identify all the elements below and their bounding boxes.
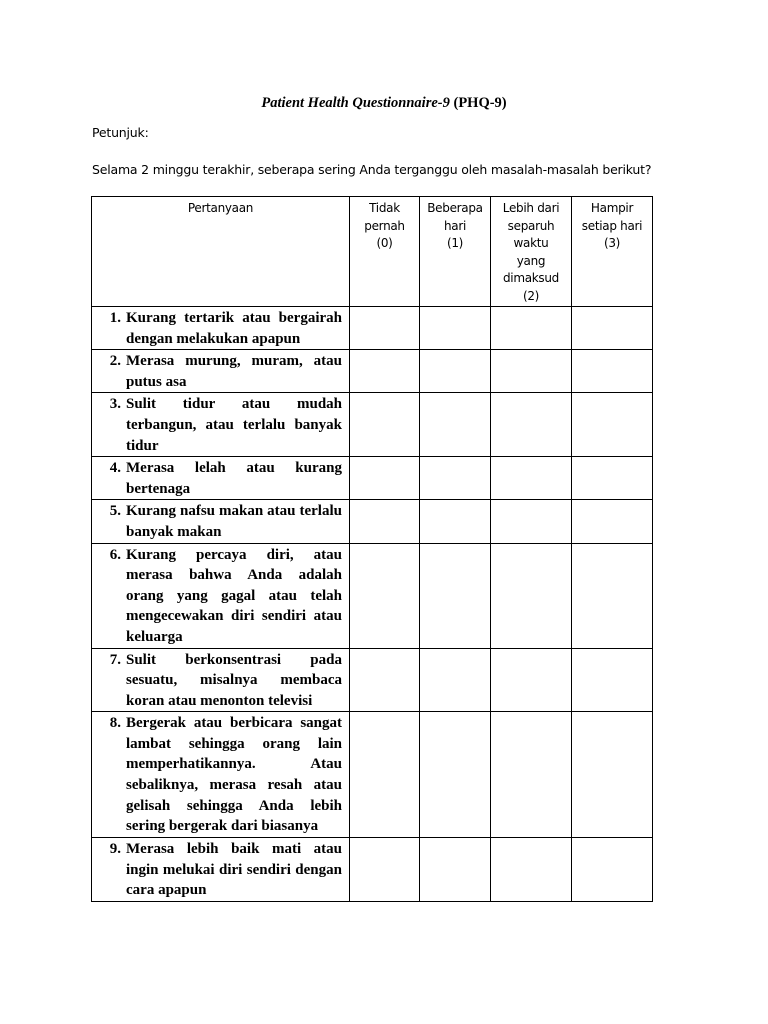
question-number: 5. [109, 503, 121, 520]
answer-cell-3[interactable] [572, 648, 653, 712]
question-row [92, 648, 653, 712]
question-text: Kurang nafsu makan atau terlalu banyak makan [126, 503, 342, 540]
question-row [92, 543, 653, 648]
question-text: Kurang tertarik atau bergairah dengan melakukan apapun [126, 310, 342, 347]
header-option-3 [572, 197, 653, 307]
question-number: 8. [109, 715, 121, 732]
question-row [92, 307, 653, 350]
header-option-line: pernah [364, 218, 405, 233]
question-number: 1. [109, 310, 121, 326]
answer-cell-0[interactable] [350, 350, 420, 393]
answer-cell-3[interactable] [572, 457, 653, 500]
header-row [92, 197, 653, 307]
header-option-line: setiap hari [581, 218, 643, 233]
answer-cell-1[interactable] [420, 500, 491, 543]
question-text: Merasa lelah atau kurang bertenaga [126, 460, 342, 497]
header-option-1 [420, 197, 491, 307]
answer-cell-3[interactable] [572, 500, 653, 543]
question-text: Sulit tidur atau mudah terbangun, atau terlalu banyak tidur [126, 396, 342, 454]
answer-cell-3[interactable] [572, 393, 653, 457]
header-option-2 [491, 197, 572, 307]
answer-cell-0[interactable] [350, 500, 420, 543]
answer-cell-1[interactable] [420, 838, 491, 902]
instructions-label: Petunjuk: [92, 125, 149, 140]
header-option-line: Beberapa [427, 201, 483, 215]
document-title [0, 95, 768, 112]
answer-cell-0[interactable] [350, 393, 420, 457]
header-option-line: (0) [376, 236, 393, 250]
question-text: Merasa lebih baik mati atau ingin melukai diri sendiri dengan cara apapun [126, 841, 342, 899]
answer-cell-1[interactable] [420, 543, 491, 648]
answer-cell-3[interactable] [572, 712, 653, 838]
header-option-line: hari [443, 218, 467, 233]
answer-cell-1[interactable] [420, 712, 491, 838]
answer-cell-0[interactable] [350, 307, 420, 350]
question-number: 4. [109, 460, 121, 477]
answer-cell-3[interactable] [572, 307, 653, 350]
answer-cell-1[interactable] [420, 648, 491, 712]
answer-cell-1[interactable] [420, 350, 491, 393]
title-italic: Patient Health Questionnaire-9 [261, 95, 450, 111]
phq9-table [91, 196, 653, 902]
question-cell [92, 712, 350, 838]
question-text: Sulit berkonsentrasi pada sesuatu, misalnya membaca koran atau menonton televisi [126, 651, 342, 709]
answer-cell-3[interactable] [572, 543, 653, 648]
question-cell [92, 457, 350, 500]
answer-cell-2[interactable] [491, 457, 572, 500]
answer-cell-2[interactable] [491, 393, 572, 457]
header-option-line: (3) [603, 236, 621, 250]
question-number: 7. [109, 651, 121, 668]
question-number: 2. [109, 353, 121, 370]
answer-cell-1[interactable] [420, 457, 491, 500]
header-pertanyaan: Pertanyaan [92, 197, 350, 307]
question-row [92, 457, 653, 500]
question-cell [92, 838, 350, 902]
answer-cell-3[interactable] [572, 838, 653, 902]
answer-cell-2[interactable] [491, 648, 572, 712]
question-cell [92, 543, 350, 648]
header-option-line: yang [516, 253, 546, 268]
answer-cell-1[interactable] [420, 307, 491, 350]
header-option-line: (1) [446, 236, 464, 250]
answer-cell-0[interactable] [350, 838, 420, 902]
question-cell [92, 350, 350, 393]
answer-cell-0[interactable] [350, 712, 420, 838]
header-option-line: dimaksud [502, 271, 560, 285]
answer-cell-2[interactable] [491, 838, 572, 902]
answer-cell-2[interactable] [491, 712, 572, 838]
question-row [92, 712, 653, 838]
answer-cell-0[interactable] [350, 457, 420, 500]
header-option-line: Tidak [369, 201, 400, 215]
question-row [92, 838, 653, 902]
question-number: 6. [109, 546, 121, 563]
header-option-line: Lebih dari [502, 201, 560, 215]
question-text: Merasa murung, muram, atau putus asa [126, 353, 342, 390]
answer-cell-3[interactable] [572, 350, 653, 393]
answer-cell-2[interactable] [491, 543, 572, 648]
header-option-line: Hampir [590, 201, 634, 215]
question-row [92, 500, 653, 543]
question-number: 3. [109, 396, 121, 413]
question-text: Bergerak atau berbicara sangat lambat sehingga orang lain memperhatikannya. Atau sebaliknya, merasa resah atau gelisah sehingga Anda lebih sering bergerak dari biasanya [126, 715, 342, 835]
question-cell [92, 393, 350, 457]
question-cell [92, 648, 350, 712]
header-option-line: separuh [507, 218, 555, 233]
question-text: Kurang percaya diri, atau merasa bahwa Anda adalah orang yang gagal atau telah mengecewakan diri sendiri atau keluarga [126, 546, 342, 645]
answer-cell-0[interactable] [350, 543, 420, 648]
answer-cell-2[interactable] [491, 350, 572, 393]
header-option-line: (2) [522, 288, 540, 303]
question-row [92, 393, 653, 457]
title-suffix: (PHQ-9) [449, 95, 507, 111]
answer-cell-2[interactable] [491, 307, 572, 350]
question-row [92, 350, 653, 393]
answer-cell-2[interactable] [491, 500, 572, 543]
question-cell [92, 500, 350, 543]
question-number: 9. [109, 841, 121, 858]
answer-cell-0[interactable] [350, 648, 420, 712]
header-option-line: waktu [513, 236, 549, 250]
instructions-question: Selama 2 minggu terakhir, seberapa sering Anda terganggu oleh masalah-masalah berikut? [92, 162, 652, 177]
answer-cell-1[interactable] [420, 393, 491, 457]
header-option-0 [350, 197, 420, 307]
question-cell [92, 307, 350, 350]
